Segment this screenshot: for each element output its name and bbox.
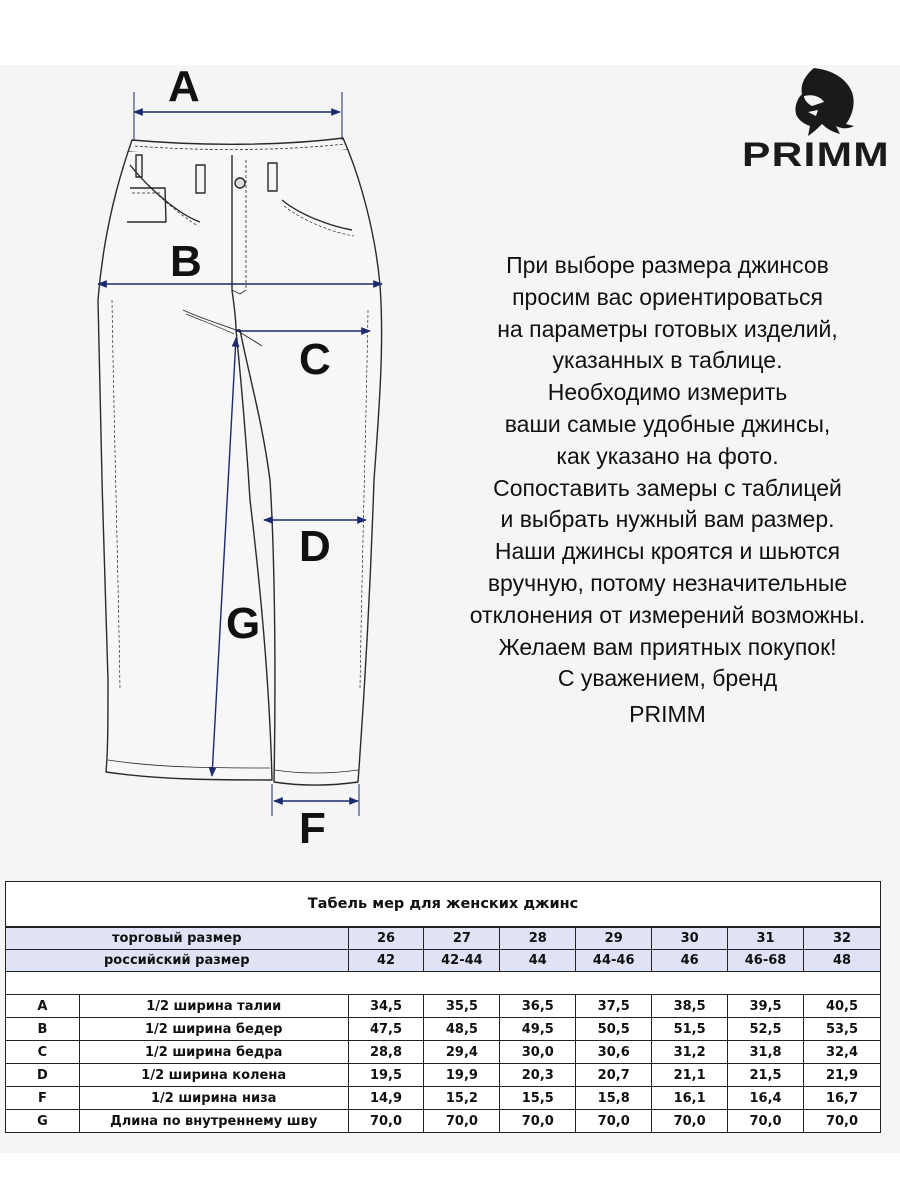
value-cell: 70,0 [576,1110,652,1133]
table-title: Табель мер для женских джинс [6,882,881,928]
value-cell: 51,5 [652,1018,728,1041]
trade-size-cell: 27 [424,927,500,950]
label-g: G [226,599,261,648]
ru-size-cell: 46 [652,950,728,972]
table-row [6,1041,881,1064]
ru-size-cell: 42 [348,950,424,972]
value-cell: 16,4 [728,1087,804,1110]
row-name: 1/2 ширина бедра [79,1041,348,1064]
row-name: Длина по внутреннему шву [79,1110,348,1133]
ru-size-cell: 46-68 [728,950,804,972]
jeans-outline [98,138,382,785]
trade-size-label: торговый размер [6,927,349,950]
row-code: C [6,1041,80,1064]
ru-size-cell: 44-46 [576,950,652,972]
trade-size-cell: 28 [500,927,576,950]
value-cell: 35,5 [424,995,500,1018]
value-cell: 34,5 [348,995,424,1018]
value-cell: 49,5 [500,1018,576,1041]
ru-size-cell: 42-44 [424,950,500,972]
value-cell: 70,0 [348,1110,424,1133]
value-cell: 16,7 [803,1087,880,1110]
value-cell: 21,5 [728,1064,804,1087]
info-line: Наши джинсы кроятся и шьются [494,538,841,565]
info-line: и выбрать нужный вам размер. [500,506,835,533]
info-line: указанных в таблице. [552,347,783,374]
info-line: Необходимо измерить [547,379,788,406]
info-line: просим вас ориентироваться [512,283,823,310]
trade-size-row [6,927,881,950]
label-d: D [299,522,331,571]
info-line: как указано на фото. [556,442,779,469]
value-cell: 70,0 [728,1110,804,1133]
value-cell: 52,5 [728,1018,804,1041]
value-cell: 31,8 [728,1041,804,1064]
value-cell: 48,5 [424,1018,500,1041]
value-cell: 20,7 [576,1064,652,1087]
row-name: 1/2 ширина колена [79,1064,348,1087]
trade-size-cell: 26 [348,927,424,950]
info-line: отклонения от измерений возможны. [469,601,866,628]
table-row [6,1110,881,1133]
info-line: Сопоставить замеры с таблицей [493,474,842,501]
value-cell: 19,5 [348,1064,424,1087]
value-cell: 30,6 [576,1041,652,1064]
value-cell: 40,5 [803,995,880,1018]
size-instructions [440,250,895,731]
lion-head-icon [742,66,900,146]
brand-logo [742,66,900,166]
value-cell: 21,1 [652,1064,728,1087]
ru-size-label: российский размер [6,950,349,972]
ru-size-cell: 48 [803,950,880,972]
value-cell: 70,0 [500,1110,576,1133]
value-cell: 19,9 [424,1064,500,1087]
value-cell: 15,5 [500,1087,576,1110]
table-row [6,1087,881,1110]
row-name: 1/2 ширина талии [79,995,348,1018]
trade-size-cell: 31 [728,927,804,950]
row-code: A [6,995,80,1018]
value-cell: 21,9 [803,1064,880,1087]
label-b: B [170,237,202,286]
ru-size-cell: 44 [500,950,576,972]
value-cell: 39,5 [728,995,804,1018]
info-line: вручную, потому незначительные [487,569,848,596]
row-name: 1/2 ширина бедер [79,1018,348,1041]
row-code: B [6,1018,80,1041]
info-line: При выборе размера джинсов [506,252,829,278]
label-a: A [168,62,200,111]
value-cell: 38,5 [652,995,728,1018]
table-row [6,1064,881,1087]
label-c: C [299,335,331,384]
value-cell: 36,5 [500,995,576,1018]
value-cell: 53,5 [803,1018,880,1041]
row-code: G [6,1110,80,1133]
label-f: F [299,804,326,853]
value-cell: 50,5 [576,1018,652,1041]
row-name: 1/2 ширина низа [79,1087,348,1110]
info-line: С уважением, бренд [557,665,778,692]
value-cell: 20,3 [500,1064,576,1087]
value-cell: 16,1 [652,1087,728,1110]
value-cell: 70,0 [803,1110,880,1133]
trade-size-cell: 29 [576,927,652,950]
value-cell: 47,5 [348,1018,424,1041]
brand-name: PRIMM [742,136,890,166]
size-table [5,881,881,1133]
info-line: ваши самые удобные джинсы, [504,410,831,437]
value-cell: 29,4 [424,1041,500,1064]
info-line: Желаем вам приятных покупок! [498,633,837,660]
value-cell: 70,0 [424,1110,500,1133]
value-cell: 70,0 [652,1110,728,1133]
value-cell: 31,2 [652,1041,728,1064]
value-cell: 14,9 [348,1087,424,1110]
value-cell: 15,8 [576,1087,652,1110]
info-line: на параметры готовых изделий, [497,315,838,342]
row-code: D [6,1064,80,1087]
spacer-row [6,972,881,995]
ru-size-row [6,950,881,972]
value-cell: 37,5 [576,995,652,1018]
table-row [6,995,881,1018]
value-cell: 28,8 [348,1041,424,1064]
trade-size-cell: 32 [803,927,880,950]
value-cell: 32,4 [803,1041,880,1064]
info-signature: PRIMM [629,701,706,728]
value-cell: 30,0 [500,1041,576,1064]
trade-size-cell: 30 [652,927,728,950]
table-row [6,1018,881,1041]
row-code: F [6,1087,80,1110]
value-cell: 15,2 [424,1087,500,1110]
